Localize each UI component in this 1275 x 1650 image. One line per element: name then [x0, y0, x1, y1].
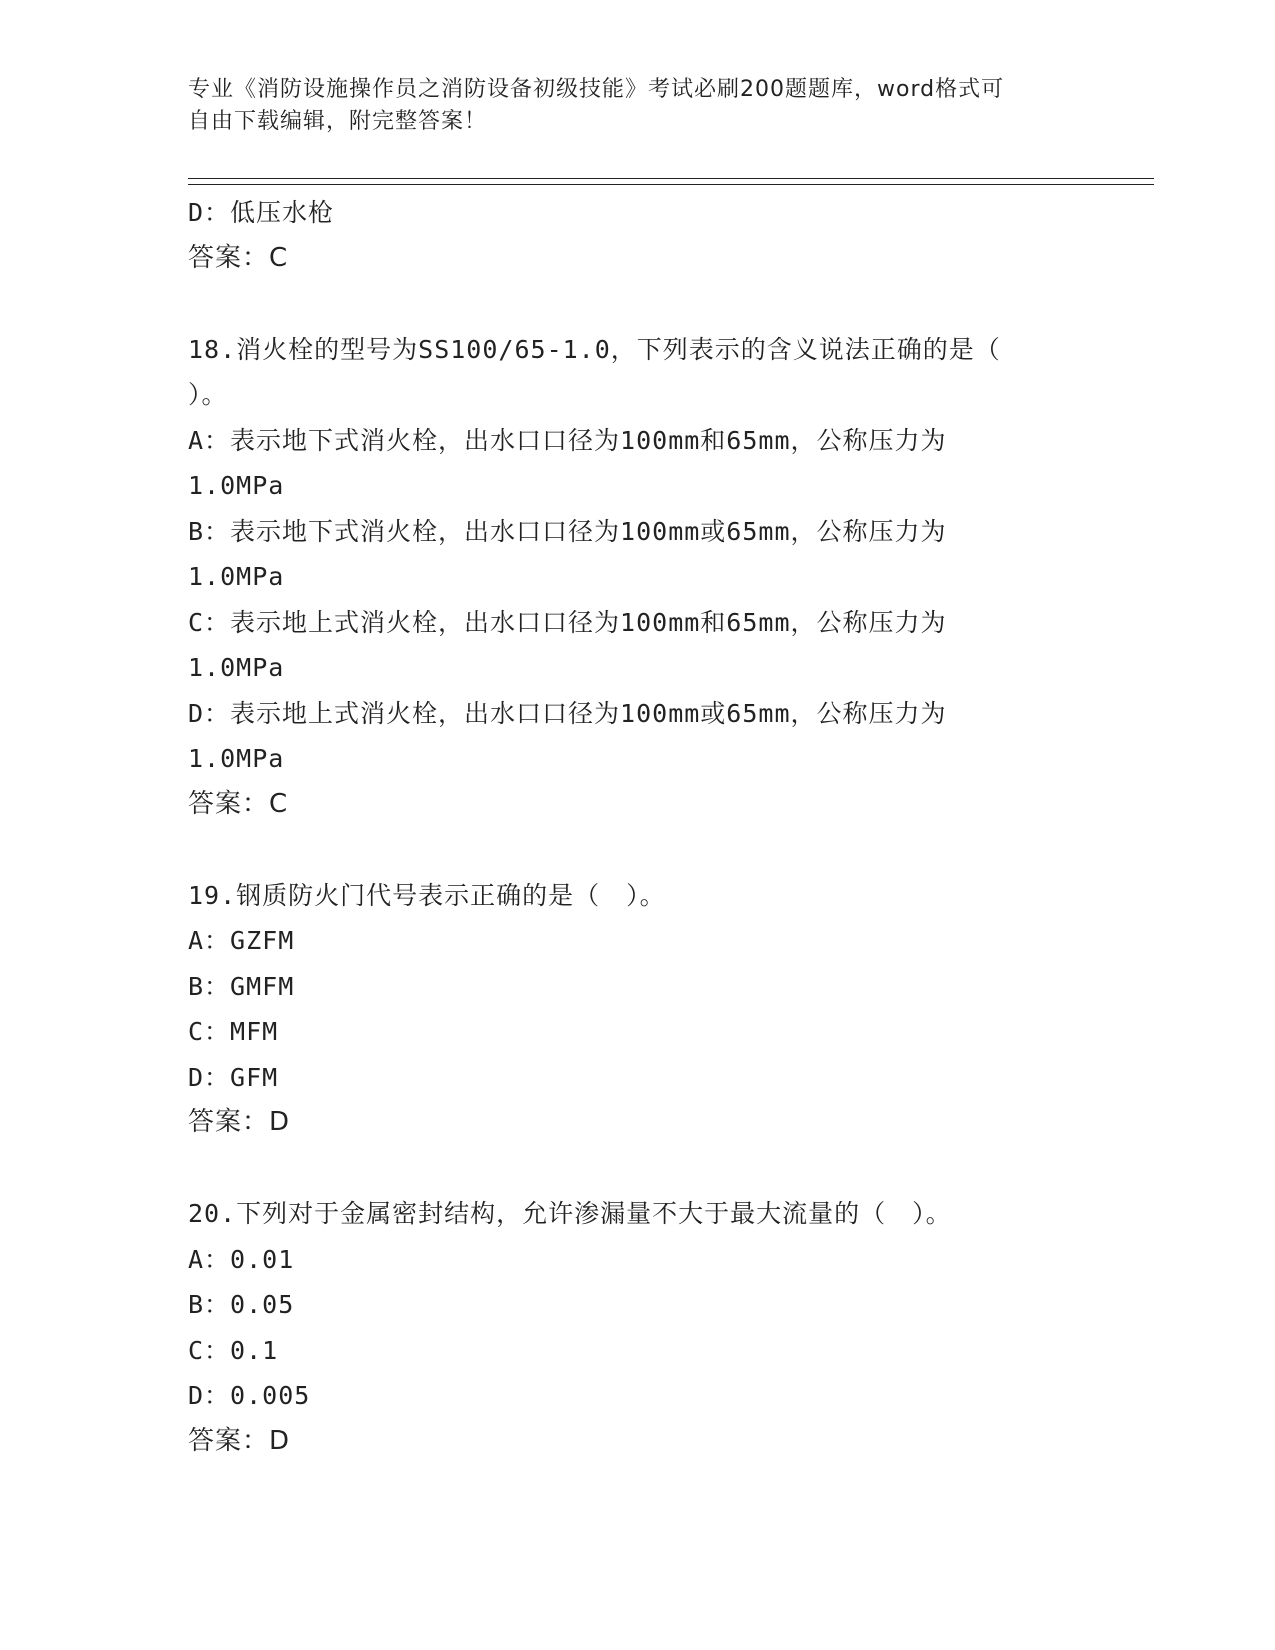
option-b-continued: 1.0MPa: [188, 562, 285, 591]
header-title-line-2: 自由下载编辑，附完整答案！: [188, 109, 488, 134]
spacer: [188, 1146, 1088, 1192]
option-a: A：0.01: [188, 1244, 295, 1274]
option-a-continued: 1.0MPa: [188, 471, 285, 500]
question-20: [188, 1191, 1088, 1464]
option-b: B：0.05: [188, 1290, 295, 1319]
option-d: D：低压水枪: [188, 198, 335, 227]
question-stem: 20.下列对于金属密封结构，允许渗漏量不大于最大流量的（ ）。: [188, 1199, 952, 1228]
spacer: [188, 281, 1088, 327]
question-19: [188, 873, 1088, 1146]
option-a: A：GZFM: [188, 926, 295, 955]
question-18: [188, 327, 1088, 828]
option-b: B：表示地下式消火栓，出水口口径为100mm或65mm，公称压力为: [188, 516, 947, 546]
spacer: [188, 827, 1088, 873]
question-list: [188, 190, 1088, 1464]
option-d-continued: 1.0MPa: [188, 744, 285, 773]
answer-label: 答案：C: [188, 242, 289, 273]
option-c: C：MFM: [188, 1017, 279, 1046]
option-d: D：0.005: [188, 1381, 311, 1410]
option-c: C：表示地上式消火栓，出水口口径为100mm和65mm，公称压力为: [188, 607, 947, 637]
question-stem: 19.钢质防火门代号表示正确的是（ ）。: [188, 880, 666, 910]
option-d: D：GFM: [188, 1062, 279, 1092]
option-a: A：表示地下式消火栓，出水口口径为100mm和65mm，公称压力为: [188, 425, 947, 455]
option-c-continued: 1.0MPa: [188, 653, 285, 682]
previous-question-tail: [188, 190, 1088, 281]
option-b: B：GMFM: [188, 971, 295, 1001]
option-c: C：0.1: [188, 1335, 279, 1365]
answer-label: 答案：D: [188, 1107, 291, 1137]
answer-label: 答案：C: [188, 788, 289, 819]
question-stem-continued: ）。: [188, 380, 228, 409]
header-divider: [188, 178, 1154, 185]
option-d: D：表示地上式消火栓，出水口口径为100mm或65mm，公称压力为: [188, 698, 947, 728]
document-header: [188, 74, 1068, 138]
answer-label: 答案：D: [188, 1425, 291, 1456]
header-title-line-1: 专业《消防设施操作员之消防设备初级技能》考试必刷200题题库，word格式可: [188, 77, 1005, 102]
question-stem: 18.消火栓的型号为SS100/65-1.0，下列表示的含义说法正确的是（: [188, 334, 1001, 364]
